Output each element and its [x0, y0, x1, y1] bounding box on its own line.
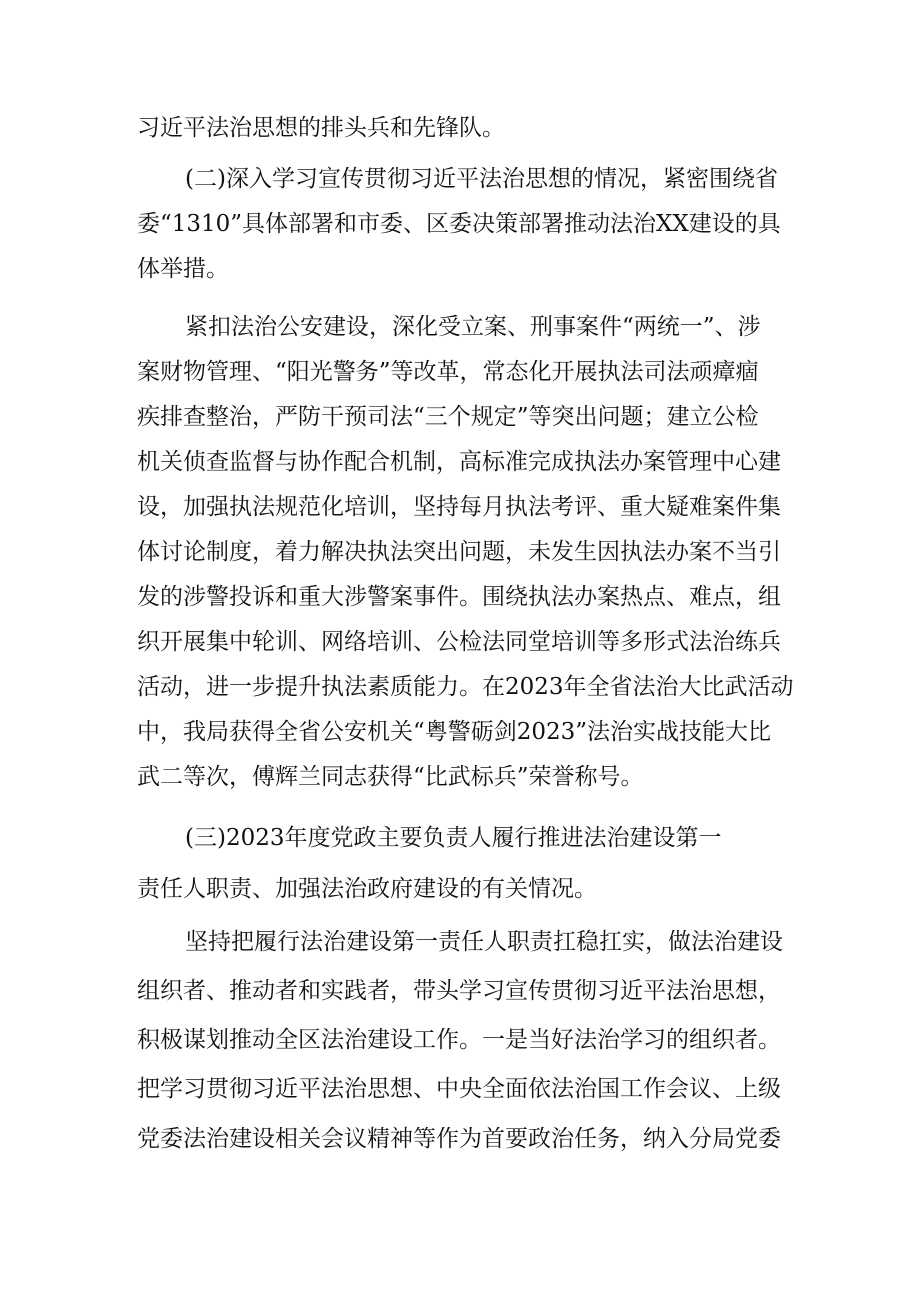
paragraph-2-line-2: 案财物管理、“阳光警务”等改革，常态化开展执法司法顽瘴痼 — [137, 359, 759, 385]
heading-2-line-2: 委“1310”具体部署和市委、区委决策部署推动法治XX建设的具 — [137, 211, 781, 237]
paragraph-2-line-3: 疾排查整治，严防干预司法“三个规定”等突出问题；建立公检 — [137, 404, 759, 430]
heading-2-line-3: 体举措。 — [137, 256, 229, 282]
paragraph-2-line-6: 体讨论制度，着力解决执法突出问题，未发生因执法办案不当引 — [137, 539, 781, 565]
paragraph-1-line-1: 习近平法治思想的排头兵和先锋队。 — [137, 115, 505, 141]
paragraph-2-line-10: 中，我局获得全省公安机关“粤警砺剑2023”法治实战技能大比 — [137, 719, 772, 745]
paragraph-3-line-3: 积极谋划推动全区法治建设工作。一是当好法治学习的组织者。 — [137, 1027, 781, 1053]
paragraph-3-line-5: 党委法治建设相关会议精神等作为首要政治任务，纳入分局党委 — [137, 1126, 781, 1152]
heading-3-line-1: (三)2023年度党政主要负责人履行推进法治建设第一 — [185, 825, 722, 851]
paragraph-3-line-4: 把学习贯彻习近平法治思想、中央全面依法治国工作会议、上级 — [137, 1076, 781, 1102]
paragraph-2-line-1: 紧扣法治公安建设，深化受立案、刑事案件“两统一”、涉 — [185, 314, 761, 340]
paragraph-2-line-5: 设，加强执法规范化培训，坚持每月执法考评、重大疑难案件集 — [137, 494, 781, 520]
paragraph-2-line-7: 发的涉警投诉和重大涉警案事件。围绕执法办案热点、难点，组 — [137, 584, 781, 610]
heading-3-line-2: 责任人职责、加强法治政府建设的有关情况。 — [137, 876, 597, 902]
paragraph-2-line-4: 机关侦查监督与协作配合机制，高标准完成执法办案管理中心建 — [137, 449, 781, 475]
paragraph-3-line-2: 组织者、推动者和实践者，带头学习宣传贯彻习近平法治思想， — [137, 978, 781, 1004]
paragraph-3-line-1: 坚持把履行法治建设第一责任人职责扛稳扛实，做法治建设 — [185, 929, 783, 955]
heading-2-line-1: (二)深入学习宣传贯彻习近平法治思想的情况，紧密围绕省 — [185, 166, 778, 192]
paragraph-2-line-9: 活动，进一步提升执法素质能力。在2023年全省法治大比武活动 — [137, 674, 794, 700]
paragraph-2-line-8: 织开展集中轮训、网络培训、公检法同堂培训等多形式法治练兵 — [137, 629, 781, 655]
paragraph-2-line-11: 武二等次，傅辉兰同志获得“比武标兵”荣誉称号。 — [137, 764, 644, 790]
